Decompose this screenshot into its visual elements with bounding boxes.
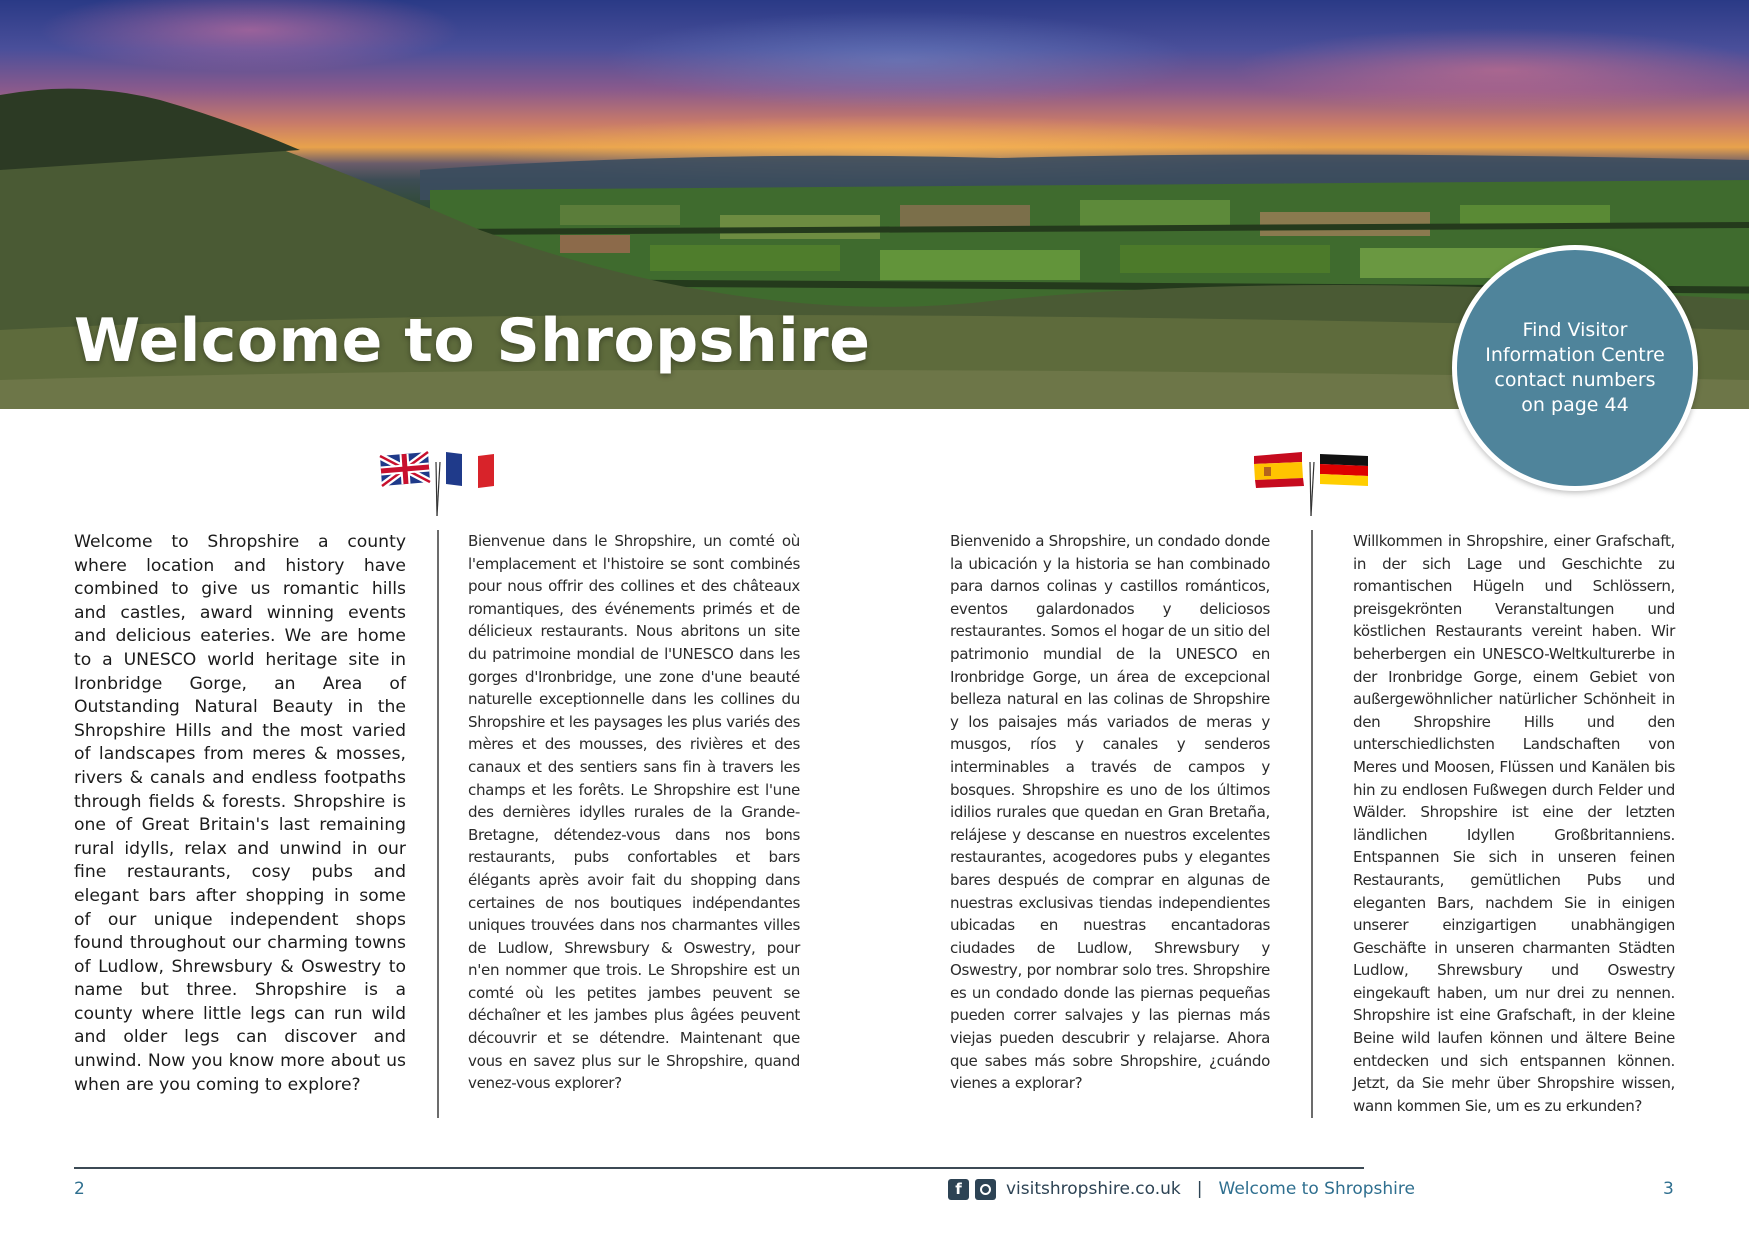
footer-rule [74,1167,1364,1169]
column-divider [437,530,439,1118]
intro-text-spanish: Bienvenido a Shropshire, un condado donde la ubicación y la historia se han combinado para darnos colinas y castillos románticos, eventos galardonados y deliciosos restaurantes. Somos el hogar de un sitio del patrimonio mundial de la UNESCO en Ironbridge Gorge, un área de excepcional belleza natural en las colinas de Shropshire y los paisajes más variados de meras y musgos, ríos y canales y senderos interminables a través de campos y bosques. Shropshire es uno de los últimos idilios rurales que quedan en Gran Bretaña, relájese y descanse en nuestros excelentes restaurantes, acogedores pubs y elegantes bares después de comprar en algunas de nuestras exclusivas tiendas independientes ubicadas en nuestras encantadoras ciudades de Ludlow, Shrewsbury y Oswestry, por nombrar solo tres. Shropshire es un condado donde las piernas pequeñas pueden correr salvajes y las piernas más viejas pueden descubrir y relajarse. Ahora que sabes más sobre Shropshire, ¿cuándo vienes a explorar? [950,532,1270,1093]
facebook-icon[interactable] [948,1179,969,1200]
section-name: Welcome to Shropshire [1218,1179,1415,1199]
intro-text-german: Willkommen in Shropshire, einer Grafschaft, in der sich Lage und Geschichte zu romantischen Hügeln und Schlössern, preisgekrönten Veranstaltungen und köstlichen Restaurants vereint haben. Wir beherbergen ein UNESCO-Weltkulturerbe in der Ironbridge Gorge, einem Gebiet von außergewöhnlicher natürlicher Schönheit in den Shropshire Hills und den unterschiedlichsten Landschaften von Meres und Moosen, Flüssen und Kanälen bis hin zu endlosen Fußwegen durch Felder und Wälder. Shropshire ist eine der letzten ländlichen Idyllen Großbritanniens. Entspannen Sie sich in unseren feinen Restaurants, gemütlichen Pubs und eleganten Bars, nachdem Sie in einigen unserer einzigartigen unabhängigen Geschäfte in unseren charmanten Städten Ludlow, Shrewsbury und Oswestry eingekauft haben, um nur drei zu nennen. Shropshire ist eine Grafschaft, in der kleine Beine wild laufen können und ältere Beine entdecken und sich entspannen können. Jetzt, da Sie mehr über Shropshire wissen, wann kommen Sie, um es zu erkunden? [1353,532,1675,1115]
footer-separator: | [1196,1179,1203,1199]
france-flag-icon [446,452,494,488]
page-title: Welcome to Shropshire [74,306,871,376]
germany-flag-icon [1320,454,1368,486]
facebook-glyph: f [955,1180,962,1198]
footer-links [948,1176,1415,1202]
page-number-left: 2 [74,1179,85,1199]
intro-text-french: Bienvenue dans le Shropshire, un comté où l'emplacement et l'histoire se sont combinés pour nous offrir des collines et des châteaux romantiques, des événements primés et de délicieux restaurants. Nous abritons un site du patrimoine mondial de l'UNESCO dans les gorges d'Ironbridge, une zone d'une beauté naturelle exceptionnelle dans les collines du Shropshire et les paysages les plus variés des mères et des mousses, des rivières et des canaux et des sentiers sans fin à travers les champs et les forêts. Le Shropshire est l'une des dernières idylles rurales de la Grande-Bretagne, détendez-vous dans nos bons restaurants, pubs confortables et bars élégants après avoir fait du shopping dans certaines de nos boutiques indépendantes uniques trouvées dans nos charmantes villes de Ludlow, Shrewsbury & Oswestry, pour n'en nommer que trois. Le Shropshire est un comté où les petites jambes peuvent se déchaîner et les jambes plus âgées peuvent découvrir et se détendre. Maintenant que vous en savez plus sur le Shropshire, quand venez-vous explorer? [468,532,800,1093]
visitor-info-text: Find Visitor Information Centre contact numbers on page 44 [1485,319,1665,416]
page-number-right: 3 [1663,1179,1674,1199]
uk-flag-icon [380,452,430,486]
spain-flag-icon [1254,452,1304,488]
column-divider [1311,530,1313,1118]
flags-spanish-german [1252,450,1372,518]
visitor-info-badge [1452,245,1698,491]
instagram-icon[interactable] [975,1179,996,1200]
website-link[interactable]: visitshropshire.co.uk [1006,1179,1181,1199]
flags-english-french [378,450,498,518]
intro-text-english: Welcome to Shropshire a county where location and history have combined to give us romantic hills and castles, award winning events and delicious eateries. We are home to a UNESCO world heritage site in Ironbridge Gorge, an Area of Outstanding Natural Beauty in the Shropshire Hills and the most varied of landscapes from meres & mosses, rivers & canals and endless footpaths through fields & forests. Shropshire is one of Great Britain's last remaining rural idylls, relax and unwind in our fine restaurants, cosy pubs and elegant bars after shopping in some of our unique independent shops found throughout our charming towns of Ludlow, Shrewsbury & Oswestry to name but three. Shropshire is a county where little legs can run wild and older legs can discover and unwind. Now you know more about us when are you coming to explore? [74,532,406,1095]
